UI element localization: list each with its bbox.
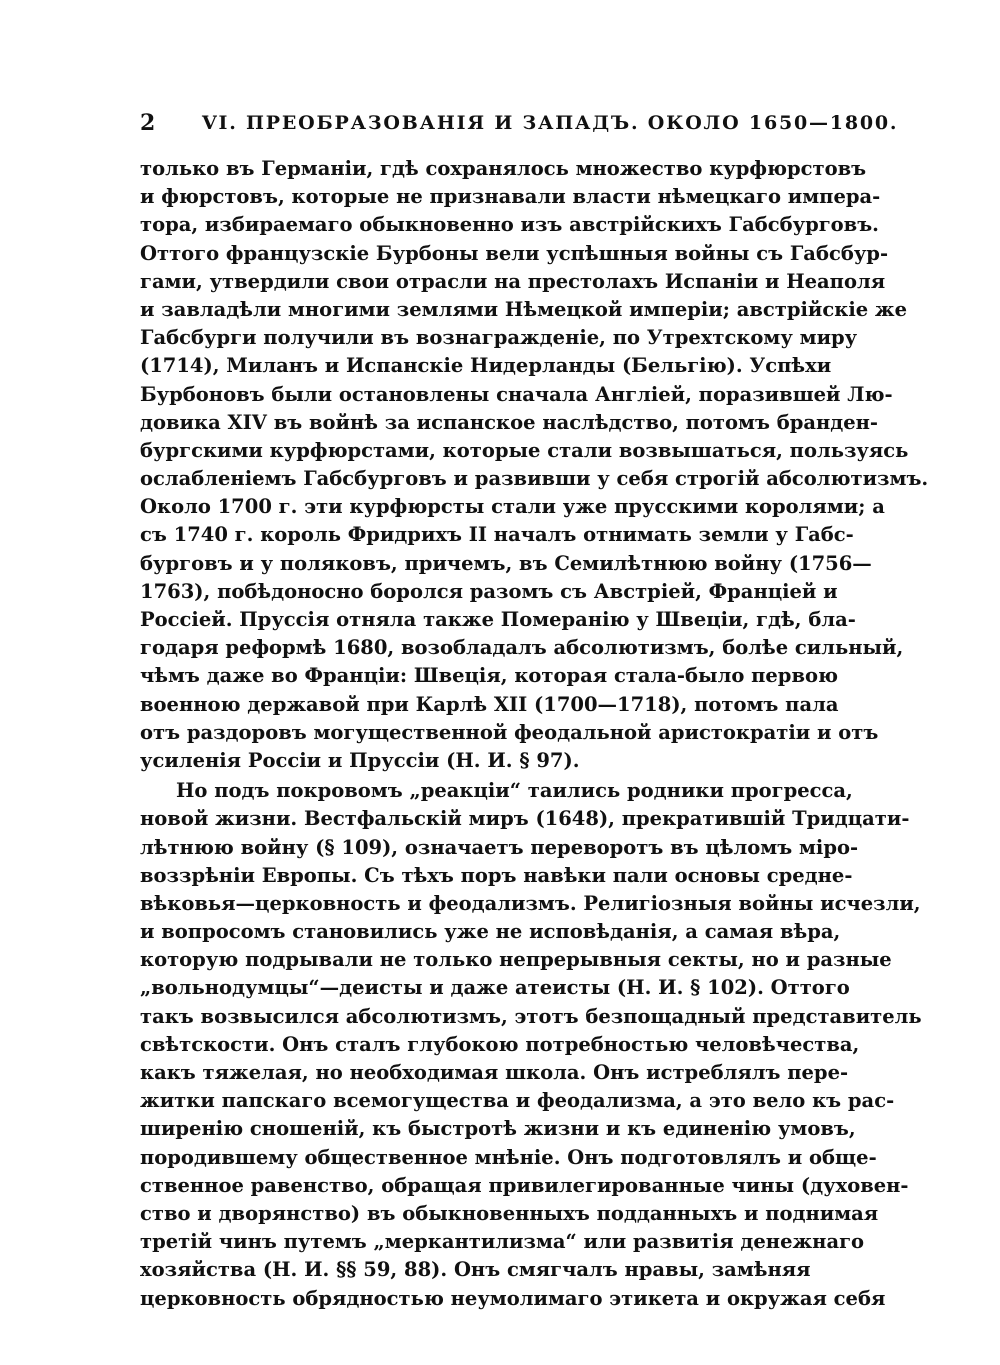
text-line: съ 1740 г. король Фридрихъ II началъ отнимать земли у Габс-: [140, 523, 854, 547]
text-line: Бурбоновъ были остановлены сначала Англіей, поразившей Лю-: [140, 382, 893, 406]
paragraph-1: [140, 155, 929, 775]
text-line: Но подъ покровомъ „реакціи“ таились родники прогресса,: [176, 779, 853, 803]
text-line: третій чинъ путемъ „меркантилизма“ или развитія денежнаго: [140, 1230, 865, 1254]
text-line: чѣмъ даже во Франціи: Швеція, которая стала-было первою: [140, 664, 838, 688]
paragraph-2: [140, 777, 922, 1313]
text-line: гами, утвердили свои отрасли на престолахъ Испаніи и Неаполя: [140, 269, 886, 293]
text-line: какъ тяжелая, но необходимая школа. Онъ истреблялъ пере-: [140, 1061, 849, 1084]
text-line: довика XIV въ войнѣ за испанское наслѣдство, потомъ бранден-: [140, 410, 879, 434]
text-line: отъ раздоровъ могущественной феодальной аристократіи и отъ: [140, 720, 879, 744]
text-line: воззрѣніи Европы. Съ тѣхъ поръ навѣки пали основы средне-: [140, 863, 853, 887]
text-line: новой жизни. Вестфальскій миръ (1648), прекратившій Тридцати-: [140, 807, 910, 831]
body-text: [140, 155, 929, 1313]
text-line: бургскими курфюрстами, которые стали возвышаться, пользуясь: [140, 438, 909, 462]
text-line: Габсбурги получили въ вознагражденіе, по Утрехтскому миру: [140, 326, 858, 350]
page-number: 2: [140, 110, 156, 136]
text-line: ственное равенство, обращая привилегированные чины (духовен-: [140, 1173, 909, 1197]
text-line: 1763), побѣдоносно боролся разомъ съ Австріей, Франціей и: [140, 579, 838, 603]
text-line: бурговъ и у поляковъ, причемъ, въ Семилѣтнюю войну (1756—: [140, 551, 872, 575]
text-line: которую подрывали не только непрерывныя секты, но и разные: [140, 948, 892, 972]
text-line: только въ Германіи, гдѣ сохранялось множество курфюрстовъ: [140, 157, 867, 180]
text-line: годаря реформѣ 1680, возобладалъ абсолютизмъ, болѣе сильный,: [140, 636, 904, 660]
text-line: ство и дворянство) въ обыкновенныхъ подданныхъ и поднимая: [140, 1201, 879, 1225]
text-line: хозяйства (Н. И. §§ 59, 88). Онъ смягчалъ нравы, замѣняя: [140, 1258, 811, 1282]
text-line: житки папскаго всемогущества и феодализма, а это вело къ рас-: [140, 1089, 895, 1113]
text-line: и вопросомъ становились уже не исповѣданія, а самая вѣра,: [140, 920, 841, 944]
text-line: Около 1700 г. эти курфюрсты стали уже прусскими королями; а: [140, 495, 885, 519]
text-line: ширенію сношеній, къ быстротѣ жизни и къ единенію умовъ,: [140, 1117, 856, 1141]
text-line: лѣтнюю войну (§ 109), означаетъ переворотъ въ цѣломъ міро-: [140, 835, 859, 859]
text-line: ослабленіемъ Габсбурговъ и развивши у себя строгій абсолютизмъ.: [140, 467, 929, 491]
text-line: (1714), Миланъ и Испанскіе Нидерланды (Бельгію). Успѣхи: [140, 354, 832, 378]
text-line: „вольнодумцы“—деисты и даже атеисты (Н. И. § 102). Оттого: [140, 976, 850, 1000]
text-line: свѣтскости. Онъ сталъ глубокою потребностью человѣчества,: [140, 1032, 860, 1056]
text-line: породившему общественное мнѣніе. Онъ подготовлялъ и обще-: [140, 1145, 877, 1169]
page-header: [140, 108, 899, 138]
text-line: такъ возвысился абсолютизмъ, этотъ безпощадный представитель: [140, 1004, 922, 1028]
text-line: вѣковья—церковность и феодализмъ. Религіозныя войны исчезли,: [140, 891, 921, 915]
running-head: VI. ПРЕОБРАЗОВАНІЯ И ЗАПАДЪ. ОКОЛО 1650—1800.: [202, 112, 899, 134]
text-line: и фюрстовъ, которые не признавали власти нѣмецкаго импера-: [140, 185, 881, 209]
text-line: Россіей. Пруссія отняла также Померанію у Швеціи, гдѣ, бла-: [140, 608, 856, 631]
text-line: церковность обрядностью неумолимаго этикета и окружая себя: [140, 1286, 886, 1310]
text-line: усиленія Россіи и Пруссіи (Н. И. § 97).: [140, 748, 580, 772]
text-line: и завладѣли многими землями Нѣмецкой имперіи; австрійскіе же: [140, 297, 908, 321]
text-line: тора, избираемаго обыкновенно изъ австрійскихъ Габсбурговъ.: [140, 213, 879, 237]
text-line: Оттого французскіе Бурбоны вели успѣшныя войны съ Габсбур-: [140, 241, 889, 265]
text-line: военною державой при Карлѣ XII (1700—1718), потомъ пала: [140, 692, 839, 716]
